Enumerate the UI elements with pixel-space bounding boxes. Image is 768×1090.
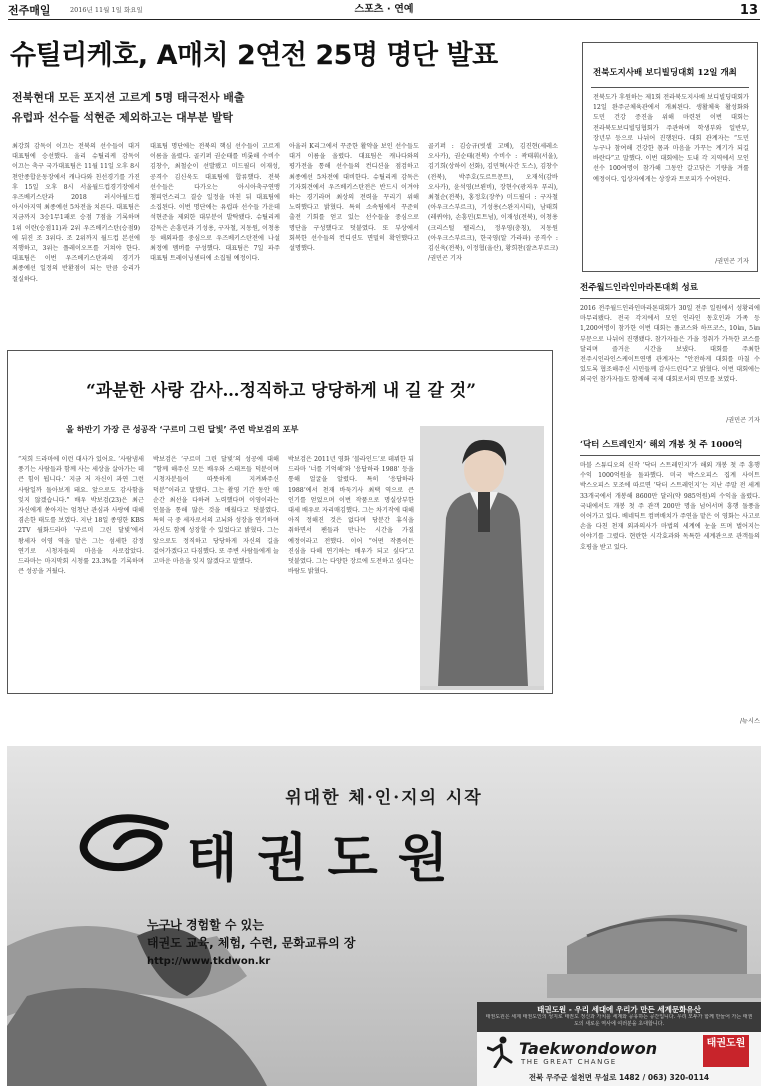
main-article-column: 골키퍼 : 김승규(빗셀 고베), 김진현(세레소 오사카), 권순태(전북) 수비수 : 곽태휘(서울), 김기희(상하이 선화), 김민혁(사간 도스), 김창수(전북), 박주호(도르트문트), 오재석(감바 오사카), 윤석영(브뢴비), 장현수(광저우 푸리), 최철순(전북), 홍정호(장쑤) 미드필더 : 구자철(아우크스부르크), 기성용(스완지시티), 남태희(레퀴야), 손흥민(토트넘), 이재성(전북), 이청용(크리스털 팰리스), 정우영(충칭), 지동원(아우크스부르크), 한국영(알 가라파) 공격수 : 김신욱(전북), 이정협(울산), 황희찬(잘츠부르크) /권민곤 기자 <box>428 143 558 263</box>
main-subhead-1: 전북현대 모든 포지션 고르게 5명 태극전사 배출 <box>12 91 245 104</box>
ad-logo-english: Taekwondowon <box>519 1039 658 1058</box>
sidebar-title: 전주월드인라인마라톤대회 성료 <box>580 283 698 293</box>
sidebar-byline: /권민곤 기자 <box>726 417 760 424</box>
ad-banner <box>477 1002 761 1032</box>
ad-url-link[interactable]: http://www.tkdwon.kr <box>147 956 271 967</box>
person-portrait-icon <box>420 426 544 686</box>
ad-brand-calligraphy: 태권도원 <box>187 828 468 889</box>
sidebar-byline: /권민곤 기자 <box>715 258 749 265</box>
paper-name: 전주매일 <box>8 4 51 17</box>
section-title: 스포츠 · 연예 <box>354 4 414 15</box>
main-article-column: 최강희 감독이 이끄는 전북의 선수들이 대거 대표팀에 승선했다. 울리 슈틸리케 감독이 이끄는 축구 국가대표팀은 11월 11일 오후 8시 천안종합운동장에서 캐나다와 친선경기를 가진 후 15일 오후 8시 서울월드컵경기장에서 우즈베키스탄과 2018 러시아월드컵 아시아지역 최종예선 5차전을 치른다. 대표팀은 지금까지 3승1무1패로 승점 7점을 기록하며 1위 이란(승점11)과 2위 우즈베키스탄(승점9)에 뒤진 조 3위다. 조 2위까지 월드컵 본선에 직행하고, 3위는 플레이오프를 거쳐야 한다. 대표팀은 이번 우즈베키스탄과의 경기가 최종예선 일정의 반환점이 되는 만큼 승리가 절실하다. <box>12 143 140 283</box>
sidebar-news-3 <box>580 437 760 727</box>
ad-tagline-1: 누구나 경험할 수 있는 <box>147 918 264 932</box>
ad-banner-text: 태권도원은 세계 태권도인의 성지로 태권도 정신과 가치를 세계와 공유하는 공간입니다. 우리 모두가 함께 만들어 가는 태권도의 새로운 역사에 여러분을 초대합니다. <box>485 1014 753 1027</box>
feature-article <box>7 350 553 694</box>
brush-swirl-icon <box>77 812 177 878</box>
main-headline: 슈틸리케호, A매치 2연전 25명 명단 발표 <box>10 40 498 71</box>
issue-date: 2016년 11월 1일 화요일 <box>70 6 143 14</box>
ad-logo-korean-seal: 태권도원 <box>703 1035 749 1067</box>
actor-photo <box>420 426 544 690</box>
kicker-figure-icon <box>487 1036 513 1068</box>
taekwondowon-advertisement <box>7 746 761 1086</box>
ad-logo-block <box>477 1032 761 1086</box>
divider <box>580 455 760 456</box>
sidebar-body: 전북도가 후원하는 제1회 전라북도지사배 보디빌딩대회가 12일 완주군체육관에서 개최된다. 생활체육 활성화와 도민 건강 증진을 위해 마련된 이번 대회는 전라북도보디빌딩협회가 주관하며 학생부와 일반부, 장년부 등으로 나뉘어 진행된다. 대회 관계자는 “도민 누구나 참여해 건강한 몸과 마음을 가꾸는 계기가 되길 바란다”고 말했다. 이번 대회에는 도내 각 지역에서 모인 선수 100여명이 참가해 그동안 갈고닦은 기량을 겨룰 예정이다. 입상자에게는 상장과 트로피가 수여된다. <box>593 94 749 183</box>
ad-tagline-2: 태권도 교육, 체험, 수련, 문화교류의 장 <box>147 936 356 950</box>
page-number: 13 <box>739 3 758 18</box>
feature-column: 박보검은 ‘구르미 그린 달빛’의 성공에 대해 “함께 해주신 모든 배우와 스태프들 덕분이며 시청자분들이 따뜻하게 지켜봐주신 덕분”이라고 말했다. 그는 촬영 기간 동안 매 순간 최선을 다하려 노력했다며 이영이라는 인물을 통해 많은 것을 배웠다고 덧붙였다. 특히 극 중 세자로서의 고뇌와 성장을 연기하며 자신도 함께 성장할 수 있었다고 밝혔다. 그는 앞으로도 정직하고 당당하게 자신의 길을 걸어가겠다고 다짐했다. 또 주변 사람들에게 늘 고마운 마음을 잊지 않겠다고 말했다. <box>153 456 279 566</box>
sidebar-news-2 <box>580 280 760 430</box>
feature-column: “저희 드라마에 이런 대사가 있어요. ‘사람냄새 풍기는 사람들과 함께 사는 세상을 살아가는 데 큰 힘이 됩니다.’ 지금 저 자신이 과연 그런 사람일까 돌아보게 돼요. 앞으로도 감사함을 잊지 않겠습니다.” 배우 박보검(23)은 최근 자신에게 쏟아지는 엄청난 관심과 사랑에 대해 겸손한 태도를 보였다. 지난 18일 종영한 KBS 2TV 월화드라마 ‘구르미 그린 달빛’에서 왕세자 이영 역을 맡은 그는 섬세한 감정 연기로 시청자들의 마음을 사로잡았다. 드라마는 마지막회 시청률 23.3%를 기록하며 큰 성공을 거뒀다. <box>18 456 144 576</box>
feature-column: 박보검은 2011년 영화 ‘블라인드’로 데뷔한 뒤 드라마 ‘너를 기억해’와 ‘응답하라 1988’ 등을 통해 얼굴을 알렸다. 특히 ‘응답하라 1988’에서 천재 바둑기사 최택 역으로 큰 인기를 얻었으며 이번 작품으로 명실상부한 대세 배우로 자리매김했다. 그는 차기작에 대해 아직 정해진 것은 없다며 당분간 휴식을 취하면서 팬들과 만나는 시간을 가질 예정이라고 전했다. 이어 “어떤 작품이든 진심을 다해 연기하는 배우가 되고 싶다”고 덧붙였다. 그는 다양한 장르에 도전하고 싶다는 바람도 밝혔다. <box>288 456 414 576</box>
main-subhead-2: 유럽파 선수들 석현준 제외하고는 대부분 발탁 <box>12 111 234 124</box>
feature-subhead: 올 하반기 가장 큰 성공작 ‘구르미 그린 달빛’ 주연 박보검의 포부 <box>66 424 299 434</box>
sidebar-news-1 <box>582 42 758 272</box>
ad-slogan: 위대한 체·인·지의 시작 <box>285 788 483 808</box>
divider <box>591 87 749 88</box>
sidebar-body: 2016 전주월드인라인마라톤대회가 30일 전주 일원에서 성황리에 마무리됐다. 전국 각지에서 모인 인라인 동호인과 가족 등 1,200여명이 참가한 이번 대회는 풀코스와 하프코스, 10㎞, 5㎞ 부문으로 나뉘어 진행됐다. 참가자들은 가을 정취가 가득한 코스를 달리며 즐거운 시간을 보냈다. 대회를 주최한 전주시인라인스케이트연맹 관계자는 “안전하게 대회를 마칠 수 있도록 협조해주신 시민들께 감사드린다”고 밝혔다. 이번 대회에는 외국인 참가자들도 함께해 국제 대회로서의 면모를 보였다. <box>580 305 760 384</box>
divider <box>580 298 760 299</box>
ad-logo-tagline: THE GREAT CHANGE <box>521 1058 617 1066</box>
main-article-column: 대표팀 명단에는 전북의 핵심 선수들이 고르게 이름을 올렸다. 골키퍼 권순태를 비롯해 수비수 김창수, 최철순이 선발됐고 미드필더 이재성, 공격수 김신욱도 대표팀에 합류했다. 전북 선수들은 다가오는 아시아축구연맹 챔피언스리그 결승 일정을 마친 뒤 대표팀에 소집된다. 이번 명단에는 유럽파 선수들 가운데 석현준을 제외한 대부분이 발탁됐다. 슈틸리케 감독은 손흥민과 기성용, 구자철, 지동원, 이청용 등 해외파를 중심으로 우즈베키스탄전에 나설 최정예 멤버를 구성했다. 대표팀은 7일 파주 대표팀 트레이닝센터에 소집될 예정이다. <box>150 143 280 263</box>
main-article-column: 아울러 K리그에서 꾸준한 활약을 보인 선수들도 대거 이름을 올렸다. 대표팀은 캐나다와의 평가전을 통해 선수들의 컨디션을 점검하고 최종예선 5차전에 대비한다. 슈틸리케 감독은 기자회견에서 우즈베키스탄전은 반드시 이겨야 하는 경기라며 최상의 전력을 꾸리기 위해 노력했다고 밝혔다. 특히 소속팀에서 꾸준히 출전 기회를 얻고 있는 선수들을 중심으로 명단을 구성했다고 덧붙였다. 또 부상에서 회복한 선수들의 컨디션도 면밀히 확인했다고 설명했다. <box>289 143 419 253</box>
sidebar-title: 전북도지사배 보디빌딩대회 12일 개최 <box>593 68 737 78</box>
sidebar-title: ‘닥터 스트레인지’ 해외 개봉 첫 주 1000억 <box>580 440 743 450</box>
main-article <box>0 0 570 345</box>
feature-headline: “과분한 사랑 감사…정직하고 당당하게 내 길 갈 것” <box>85 381 476 401</box>
sidebar-byline: /뉴시스 <box>739 718 760 725</box>
ad-address: 전북 무주군 설천면 무설로 1482 / 063) 320-0114 <box>528 1073 710 1082</box>
sidebar-body: 마블 스튜디오의 신작 ‘닥터 스트레인지’가 해외 개봉 첫 주 흥행 수익 1000억원을 돌파했다. 미국 박스오피스 집계 사이트 박스오피스 모조에 따르면 ‘닥터 스트레인지’는 지난 주말 전 세계 33개국에서 개봉해 8600만 달러(약 985억원)의 수익을 올렸다. 국내에서도 개봉 첫 주 관객 200만 명을 넘어서며 흥행 돌풍을 이어가고 있다. 베네딕트 컴버배치가 주연을 맡은 이 영화는 사고로 손을 다친 천재 외과의사가 마법의 세계에 눈을 뜨며 벌어지는 이야기를 그렸다. 현란한 시각효과와 독특한 세계관으로 관객들의 호평을 받고 있다. <box>580 462 760 551</box>
ad-banner-title: 태권도원 - 우리 세대에 우리가 만든 세계문화유산 <box>537 1005 701 1014</box>
